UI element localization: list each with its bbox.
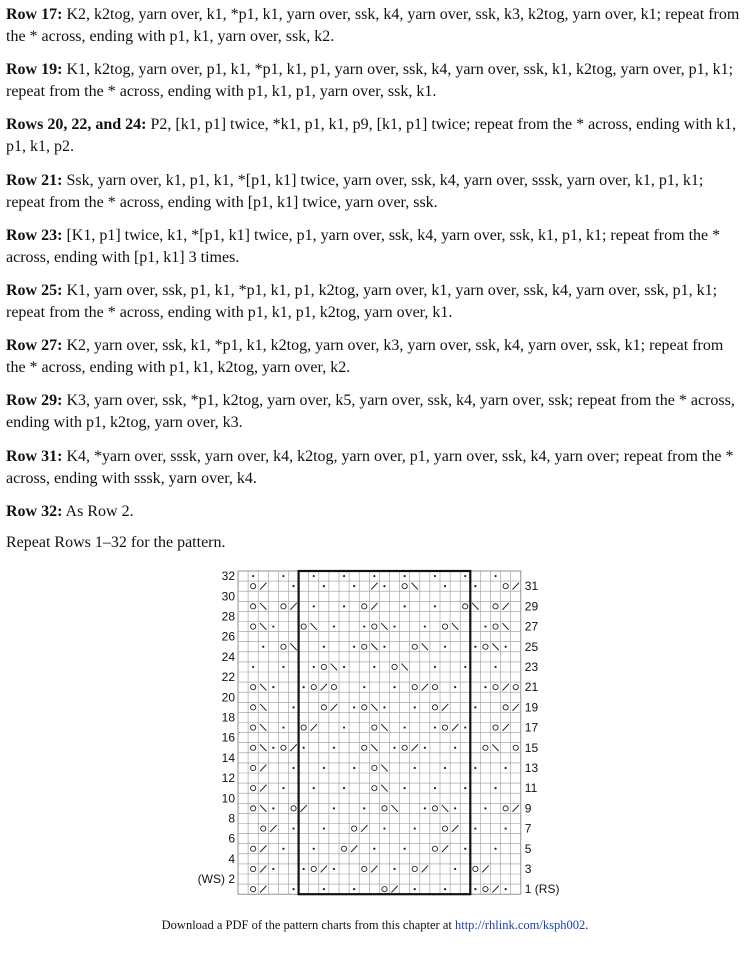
purl-dot: [383, 827, 385, 829]
purl-dot: [292, 706, 294, 708]
right-row-label: 1 (RS): [524, 882, 560, 897]
right-row-label: 11: [524, 781, 538, 796]
purl-dot: [505, 646, 507, 648]
right-row-label: 15: [524, 740, 539, 755]
purl-dot: [393, 747, 395, 749]
purl-dot: [434, 787, 436, 789]
purl-dot: [393, 686, 395, 688]
purl-dot: [272, 747, 274, 749]
purl-dot: [505, 767, 507, 769]
purl-dot: [494, 666, 496, 668]
purl-dot: [373, 848, 375, 850]
purl-dot: [474, 706, 476, 708]
purl-dot: [404, 575, 406, 577]
purl-dot: [505, 827, 507, 829]
purl-dot: [323, 888, 325, 890]
footer-download-note: Download a PDF of the pattern charts from this chapter at http://rhlink.com/ksph002.: [161, 918, 589, 932]
left-row-label: 26: [221, 629, 235, 644]
purl-dot: [444, 646, 446, 648]
purl-dot: [353, 646, 355, 648]
purl-dot: [282, 666, 284, 668]
purl-dot: [333, 807, 335, 809]
purl-dot: [333, 868, 335, 870]
right-row-label: 19: [524, 700, 539, 715]
purl-dot: [474, 646, 476, 648]
purl-dot: [323, 646, 325, 648]
purl-dot: [313, 605, 315, 607]
purl-dot: [404, 787, 406, 789]
purl-dot: [373, 575, 375, 577]
purl-dot: [444, 888, 446, 890]
left-row-label: 18: [221, 710, 235, 725]
purl-dot: [383, 706, 385, 708]
purl-dot: [343, 605, 345, 607]
instruction-rows-20-22-24: Rows 20, 22, and 24: P2, [k1, p1] twice, *k1, p1, k1, p9, [k1, p1] twice; repeat from the * across, ending with k1, p1, k1, p2.: [6, 116, 737, 156]
purl-dot: [282, 787, 284, 789]
instruction-row-25: Row 25: K1, yarn over, ssk, p1, k1, *p1, k1, p1, k2tog, yarn over, k1, yarn over, ssk, k4, yarn over, ssk, p1, k1; repeat from the * across, ending with p1, k1, p1, k2tog, yarn over, k1.: [6, 281, 718, 321]
instruction-row-32: Row 32: As Row 2.: [6, 502, 134, 520]
purl-dot: [464, 848, 466, 850]
left-row-label: 24: [221, 649, 235, 664]
chart-grid: [238, 571, 521, 894]
purl-dot: [424, 625, 426, 627]
purl-dot: [464, 726, 466, 728]
purl-dot: [303, 868, 305, 870]
instruction-row-17: Row 17: K2, k2tog, yarn over, k1, *p1, k1, yarn over, ssk, k4, yarn over, ssk, k3, k2tog, yarn over, k1; repeat from the * across, ending with p1, k1, yarn over, ssk, k2.: [6, 6, 740, 45]
repeat-note: Repeat Rows 1–32 for the pattern.: [6, 534, 226, 551]
left-row-label: 32: [221, 569, 235, 584]
purl-dot: [424, 807, 426, 809]
purl-dot: [434, 726, 436, 728]
purl-dot: [272, 807, 274, 809]
purl-dot: [363, 807, 365, 809]
purl-dot: [292, 888, 294, 890]
purl-dot: [393, 625, 395, 627]
purl-dot: [454, 868, 456, 870]
purl-dot: [343, 726, 345, 728]
purl-dot: [494, 848, 496, 850]
purl-dot: [343, 666, 345, 668]
left-row-label: 20: [221, 690, 235, 705]
purl-dot: [303, 747, 305, 749]
purl-dot: [404, 605, 406, 607]
instruction-row-23: Row 23: [K1, p1] twice, k1, *[p1, k1] twice, p1, yarn over, ssk, k4, yarn over, ssk, k1, p1, k1; repeat from the * across, ending with [p1, k1] 3 times.: [6, 226, 721, 266]
purl-dot: [292, 827, 294, 829]
purl-dot: [474, 827, 476, 829]
instruction-row-19: Row 19: K1, k2tog, yarn over, p1, k1, *p1, k1, p1, yarn over, ssk, k4, yarn over, ssk, k1, k2tog, yarn over, p1, k1; repeat from the * across, ending with p1, k1, p1, yarn over, ssk, k1.: [6, 61, 734, 101]
purl-dot: [353, 888, 355, 890]
purl-dot: [313, 787, 315, 789]
purl-dot: [434, 575, 436, 577]
left-row-label: 10: [221, 791, 235, 806]
purl-dot: [353, 767, 355, 769]
purl-dot: [282, 726, 284, 728]
purl-dot: [464, 666, 466, 668]
left-row-label: 12: [221, 771, 235, 786]
purl-dot: [454, 747, 456, 749]
right-row-label: 25: [524, 639, 539, 654]
purl-dot: [252, 575, 254, 577]
left-row-label: 4: [228, 851, 235, 866]
left-row-label: 22: [221, 670, 235, 685]
purl-dot: [424, 747, 426, 749]
purl-dot: [434, 666, 436, 668]
instruction-row-29: Row 29: K3, yarn over, ssk, *p1, k2tog, yarn over, k5, yarn over, ssk, k4, yarn over, ssk; repeat from the * across, ending with p1, k2tog, yarn over, k3.: [6, 392, 735, 432]
purl-dot: [363, 625, 365, 627]
purl-dot: [464, 787, 466, 789]
right-row-label: 13: [524, 760, 539, 775]
purl-dot: [272, 625, 274, 627]
purl-dot: [414, 888, 416, 890]
purl-dot: [454, 686, 456, 688]
knitting-chart: [0, 566, 750, 911]
purl-dot: [292, 585, 294, 587]
purl-dot: [313, 666, 315, 668]
purl-dot: [414, 706, 416, 708]
purl-dot: [393, 868, 395, 870]
purl-dot: [303, 686, 305, 688]
right-row-label: 3: [524, 861, 532, 876]
purl-dot: [464, 575, 466, 577]
purl-dot: [373, 666, 375, 668]
instruction-row-27: Row 27: K2, yarn over, ssk, k1, *p1, k1, k2tog, yarn over, k3, yarn over, ssk, k4, yarn over, ssk, k1; repeat from the * across, ending with p1, k1, k2tog, yarn over, k2.: [6, 337, 724, 377]
right-row-label: 9: [524, 801, 532, 816]
purl-dot: [505, 888, 507, 890]
purl-dot: [353, 706, 355, 708]
left-row-label: 16: [221, 730, 235, 745]
purl-dot: [323, 585, 325, 587]
purl-dot: [333, 625, 335, 627]
pattern-instructions: [6, 4, 746, 534]
purl-dot: [313, 848, 315, 850]
purl-dot: [484, 686, 486, 688]
left-row-label: 30: [221, 589, 235, 604]
instruction-row-31: Row 31: K4, *yarn over, sssk, yarn over, k4, k2tog, yarn over, p1, yarn over, ssk, k4, yarn over; repeat from the * across, ending with sssk, yarn over, k4.: [6, 447, 734, 487]
purl-dot: [444, 767, 446, 769]
purl-dot: [474, 888, 476, 890]
purl-dot: [404, 848, 406, 850]
purl-dot: [494, 787, 496, 789]
purl-dot: [323, 827, 325, 829]
purl-dot: [353, 585, 355, 587]
purl-dot: [484, 625, 486, 627]
purl-dot: [454, 807, 456, 809]
purl-dot: [343, 787, 345, 789]
purl-dot: [444, 585, 446, 587]
purl-dot: [494, 575, 496, 577]
right-row-label: 23: [524, 659, 539, 674]
right-row-label: 31: [524, 579, 539, 594]
purl-dot: [383, 585, 385, 587]
purl-dot: [292, 767, 294, 769]
right-row-label: 17: [524, 720, 539, 735]
purl-dot: [282, 575, 284, 577]
left-row-label: (WS) 2: [197, 872, 235, 887]
purl-dot: [262, 646, 264, 648]
purl-dot: [404, 726, 406, 728]
instruction-row-21: Row 21: Ssk, yarn over, k1, p1, k1, *[p1, k1] twice, yarn over, ssk, k4, yarn over, sssk, yarn over, k1, p1, k1; repeat from the * across, ending with [p1, k1] twice, yarn over, ssk.: [6, 171, 704, 211]
left-row-label: 8: [228, 811, 235, 826]
purl-dot: [414, 767, 416, 769]
right-row-label: 5: [524, 841, 532, 856]
download-link[interactable]: http://rhlink.com/ksph002: [454, 918, 586, 932]
purl-dot: [484, 807, 486, 809]
right-row-label: 29: [524, 599, 539, 614]
purl-dot: [414, 827, 416, 829]
purl-dot: [272, 686, 274, 688]
purl-dot: [252, 666, 254, 668]
purl-dot: [383, 646, 385, 648]
left-row-label: 14: [221, 750, 235, 765]
purl-dot: [272, 868, 274, 870]
purl-dot: [282, 848, 284, 850]
right-row-label: 21: [524, 680, 539, 695]
purl-dot: [434, 605, 436, 607]
right-row-label: 27: [524, 619, 539, 634]
left-row-label: 28: [221, 609, 235, 624]
purl-dot: [313, 575, 315, 577]
purl-dot: [323, 767, 325, 769]
purl-dot: [363, 686, 365, 688]
purl-dot: [474, 767, 476, 769]
right-row-label: 7: [524, 821, 532, 836]
purl-dot: [333, 747, 335, 749]
left-row-label: 6: [228, 831, 235, 846]
purl-dot: [343, 575, 345, 577]
purl-dot: [474, 585, 476, 587]
